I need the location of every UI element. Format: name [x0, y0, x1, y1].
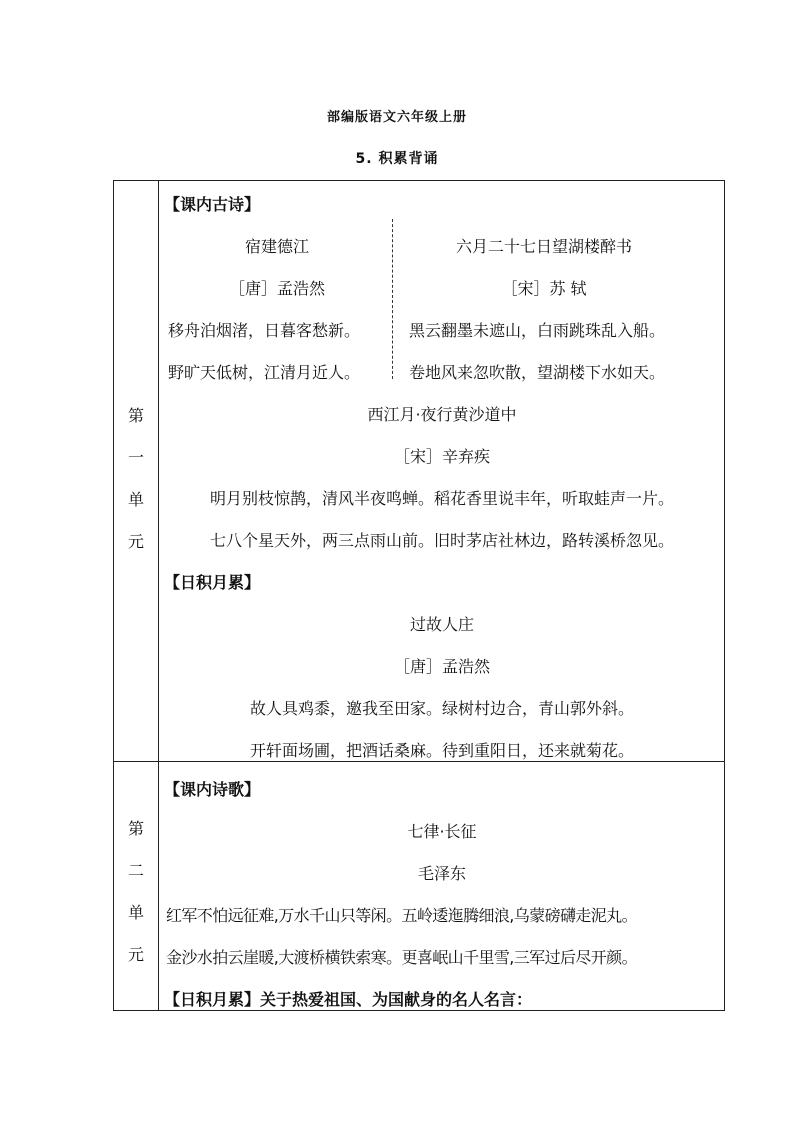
unit2-section-heading: 【日积月累】关于热爱祖国、为国献身的名人名言：: [164, 990, 533, 1009]
poem-a-line: 移舟泊烟渚，日暮客愁新。: [168, 321, 361, 340]
poem-a-line: 野旷天低树，江清月近人。: [168, 363, 361, 382]
poem-b-author: ［宋］苏 轼: [501, 279, 587, 298]
poem-c-title: 西江月·夜行黄沙道中: [367, 405, 517, 424]
poem-e-author: 毛泽东: [417, 864, 466, 883]
poem-d-line: 开轩面场圃，把酒话桑麻。待到重阳日，还来就菊花。: [249, 741, 634, 760]
unit1-section-heading: 【日积月累】: [164, 573, 261, 592]
poem-divider: [392, 219, 393, 379]
unit2-label-char: 第: [127, 819, 144, 838]
unit2-label-char: 单: [127, 903, 144, 922]
poem-d-author: ［唐］孟浩然: [393, 657, 490, 676]
poem-c-line: 明月别枝惊鹊，清风半夜鸣蝉。稻花香里说丰年，听取蛙声一片。: [209, 489, 674, 508]
poem-d-title: 过故人庄: [409, 615, 474, 634]
unit1-label-char: 一: [127, 448, 144, 467]
poem-e-line: 红军不怕远征难,万水千山只等闲。五岭逶迤腾细浪,乌蒙磅礴走泥丸。: [166, 906, 637, 925]
poem-b-title: 六月二十七日望湖楼醉书: [455, 237, 632, 256]
poem-c-line: 七八个星天外，两三点雨山前。旧时茅店社林边，路转溪桥忽见。: [209, 531, 674, 550]
recitation-table: [113, 180, 725, 1011]
poem-a-author: ［唐］孟浩然: [228, 279, 325, 298]
document-title: 部编版语文六年级上册: [326, 110, 467, 125]
document-subtitle: 5. 积累背诵: [355, 151, 439, 167]
poem-b-line: 卷地风来忽吹散，望湖楼下水如天。: [409, 363, 666, 382]
column-divider: [158, 181, 159, 1010]
poem-b-line: 黑云翻墨未遮山，白雨跳珠乱入船。: [409, 321, 666, 340]
poem-c-author: ［宋］辛弃疾: [393, 447, 490, 466]
poem-d-line: 故人具鸡黍，邀我至田家。绿树村边合，青山郭外斜。: [249, 699, 634, 718]
row-divider: [114, 761, 724, 762]
poem-a-title: 宿建德江: [244, 237, 309, 256]
unit2-label-char: 二: [127, 861, 144, 880]
poem-e-line: 金沙水拍云崖暖,大渡桥横铁索寒。更喜岷山千里雪,三军过后尽开颜。: [166, 948, 637, 967]
unit1-label-char: 单: [127, 490, 144, 509]
unit2-label-char: 元: [127, 945, 144, 964]
unit1-label-char: 元: [127, 532, 144, 551]
poem-e-title: 七律·长征: [407, 822, 477, 841]
unit1-label-char: 第: [127, 406, 144, 425]
unit2-section-heading: 【课内诗歌】: [164, 780, 261, 799]
unit1-section-heading: 【课内古诗】: [164, 195, 261, 214]
